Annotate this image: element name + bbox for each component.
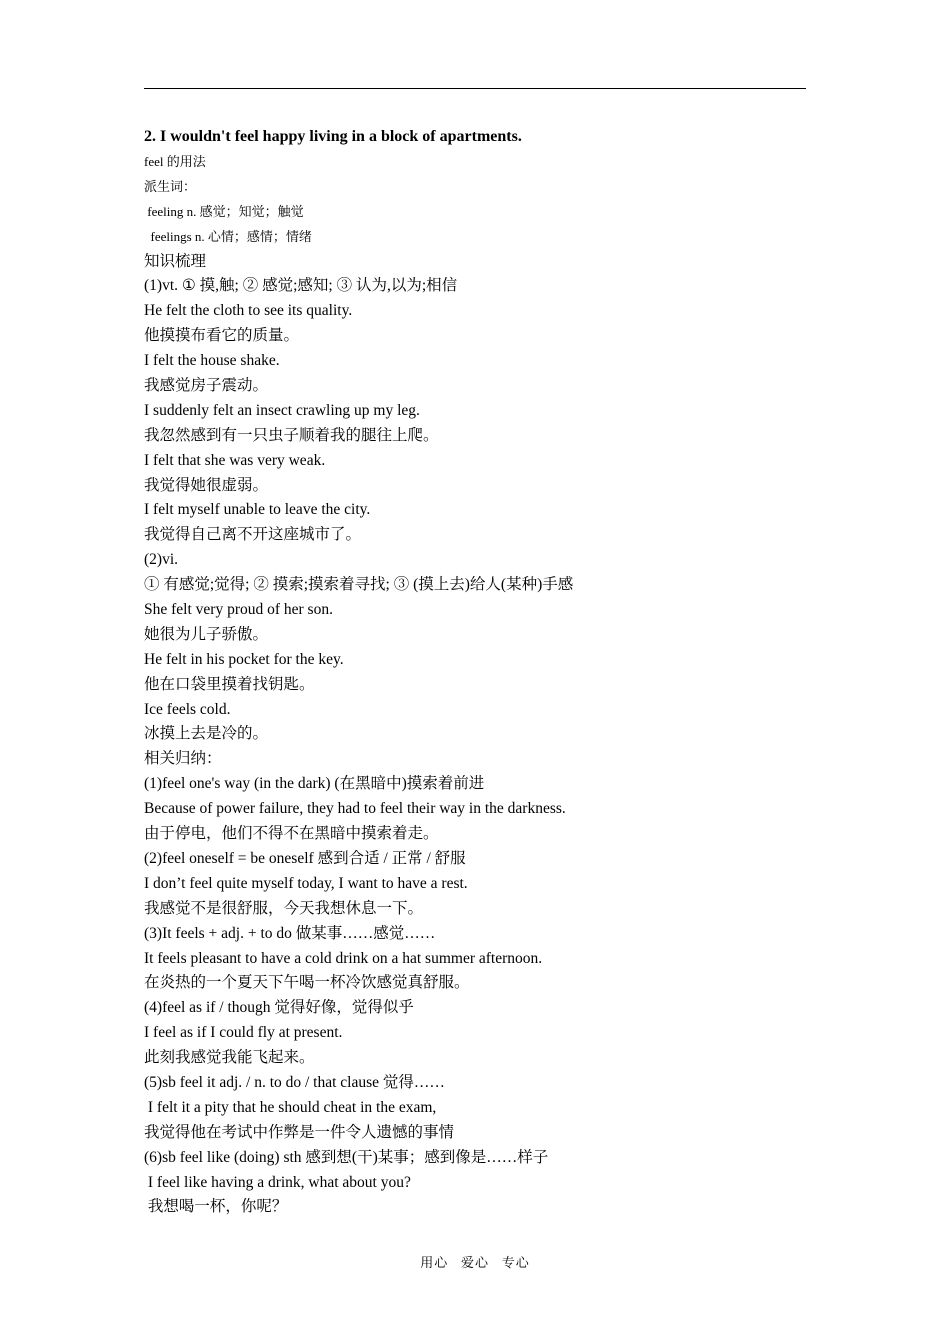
text-line: feeling n. 感觉；知觉；触觉 — [144, 203, 304, 219]
text-line: 我感觉不是很舒服，今天我想休息一下。 — [144, 899, 424, 917]
header-rule — [144, 88, 806, 89]
page-footer: 用心 爱心 专心 — [420, 1255, 530, 1270]
text-line: It feels pleasant to have a cold drink on a hat summer afternoon. — [144, 949, 543, 967]
text-line: ① 有感觉;觉得; ② 摸索;摸索着寻找; ③ (摸上去)给人(某种)手感 — [144, 576, 574, 594]
text-line: Because of power failure, they had to feel their way in the darkness. — [144, 800, 566, 818]
text-line: feelings n. 心情；感情；情绪 — [144, 228, 312, 244]
text-line: 我觉得自己离不开这座城市了。 — [144, 526, 362, 544]
text-line: 此刻我感觉我能飞起来。 — [144, 1049, 315, 1067]
text-line: 派生词： — [144, 178, 197, 194]
text-line: 冰摸上去是冷的。 — [144, 725, 269, 743]
text-line: I felt myself unable to leave the city. — [144, 501, 371, 519]
text-line: I feel like having a drink, what about you? — [144, 1173, 411, 1191]
document-body — [144, 124, 806, 1220]
text-line: I don’t feel quite myself today, I want to have a rest. — [144, 874, 468, 892]
text-line: I feel as if I could fly at present. — [144, 1024, 343, 1042]
text-line: 我忽然感到有一只虫子顺着我的腿往上爬。 — [144, 426, 439, 444]
text-line: (3)It feels + adj. + to do 做某事……感觉…… — [144, 924, 436, 942]
text-line: 在炎热的一个夏天下午喝一杯冷饮感觉真舒服。 — [144, 974, 470, 992]
text-line: He felt the cloth to see its quality. — [144, 302, 353, 320]
text-line: 他在口袋里摸着找钥匙。 — [144, 675, 315, 693]
text-line: I felt that she was very weak. — [144, 451, 326, 469]
text-line: 她很为儿子骄傲。 — [144, 625, 269, 643]
text-line: She felt very proud of her son. — [144, 601, 333, 619]
text-line: (6)sb feel like (doing) sth 感到想(干)某事；感到像是……样子 — [144, 1148, 549, 1166]
text-line: 我觉得她很虚弱。 — [144, 476, 269, 494]
text-line: (2)feel oneself = be oneself 感到合适 / 正常 / 舒服 — [144, 849, 466, 867]
text-line: 由于停电，他们不得不在黑暗中摸索着走。 — [144, 825, 439, 843]
text-line: (5)sb feel it adj. / n. to do / that clause 觉得…… — [144, 1073, 445, 1091]
text-line: 我想喝一杯，你呢？ — [144, 1198, 288, 1216]
text-line: 知识梳理 — [144, 252, 207, 270]
text-line: 我觉得他在考试中作弊是一件令人遗憾的事情 — [144, 1123, 455, 1141]
text-line: Ice feels cold. — [144, 700, 231, 718]
text-line: He felt in his pocket for the key. — [144, 650, 344, 668]
text-line: I felt the house shake. — [144, 352, 280, 370]
text-line: 他摸摸布看它的质量。 — [144, 327, 300, 345]
text-line: I suddenly felt an insect crawling up my leg. — [144, 401, 420, 419]
text-line: 相关归纳： — [144, 750, 222, 768]
text-line: (1)feel one's way (in the dark) (在黑暗中)摸索着前进 — [144, 775, 485, 793]
section-heading: 2. I wouldn't feel happy living in a block of apartments. — [144, 128, 522, 145]
text-line: (2)vi. — [144, 551, 179, 569]
text-line: 我感觉房子震动。 — [144, 377, 269, 395]
text-line: (1)vt. ① 摸,触; ② 感觉;感知; ③ 认为,以为;相信 — [144, 277, 458, 295]
document-lines — [144, 150, 806, 1220]
text-line: feel 的用法 — [144, 154, 206, 169]
text-line: I felt it a pity that he should cheat in the exam, — [144, 1098, 437, 1116]
text-line: (4)feel as if / though 觉得好像，觉得似乎 — [144, 999, 414, 1017]
